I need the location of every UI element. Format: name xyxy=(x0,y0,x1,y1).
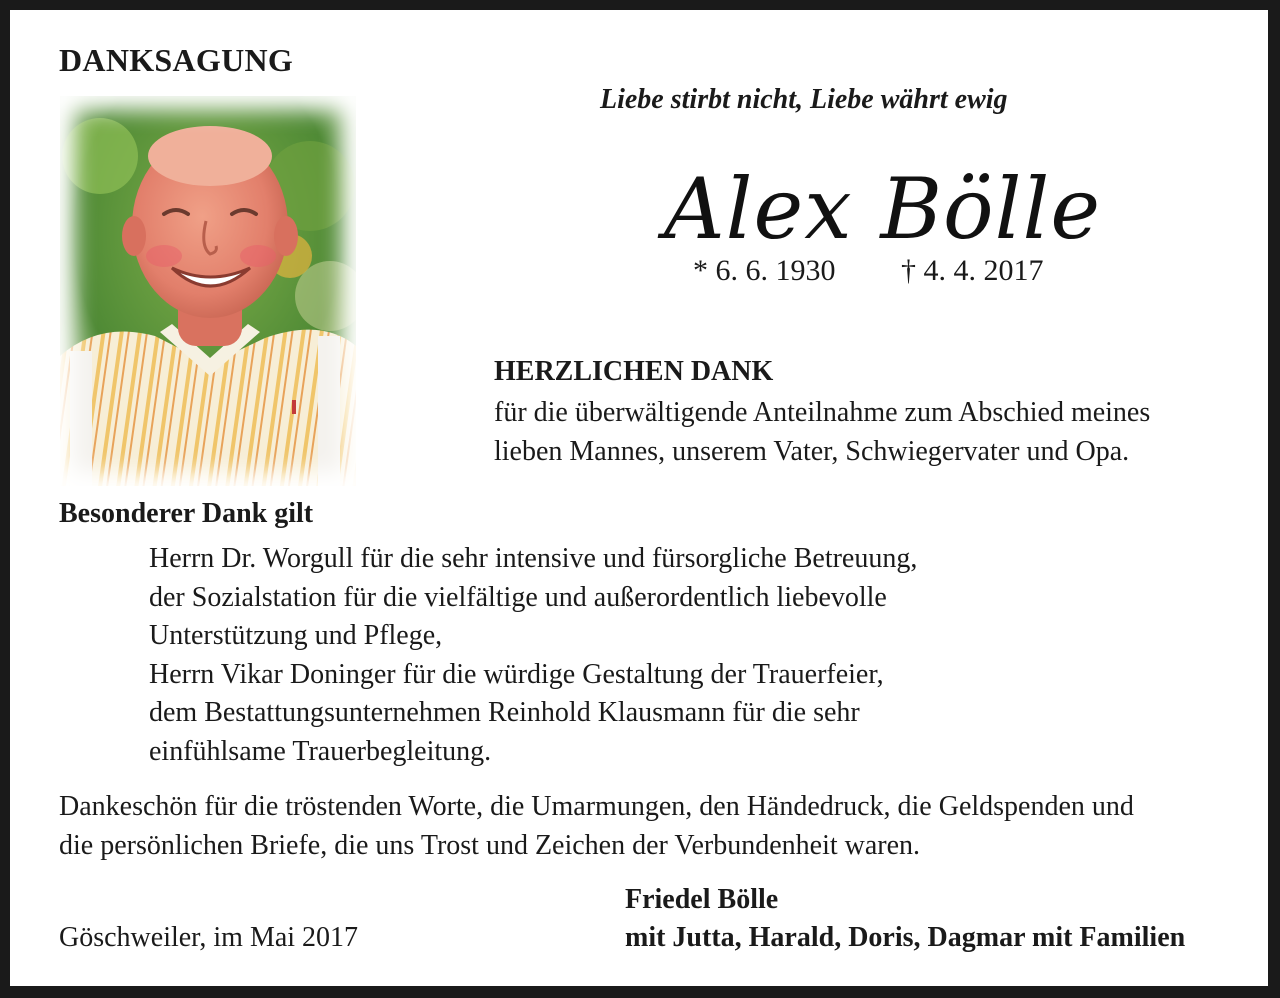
special-thanks-heading: Besonderer Dank gilt xyxy=(59,498,314,529)
signatory-name: Friedel Bölle xyxy=(625,884,779,915)
closing-line: die persönlichen Briefe, die uns Trost und Zeichen der Verbundenheit waren. xyxy=(59,829,921,861)
special-thanks-list xyxy=(149,540,917,771)
death-date: † 4. 4. 2017 xyxy=(901,254,1044,287)
place-date: Göschweiler, im Mai 2017 xyxy=(59,922,359,953)
thanks-line: für die überwältigende Anteilnahme zum Abschied meines xyxy=(494,397,1151,428)
signatory-family: mit Jutta, Harald, Doris, Dagmar mit Familien xyxy=(625,922,1186,953)
obituary-card xyxy=(10,10,1268,986)
portrait-photo xyxy=(60,96,356,486)
deceased-name: Alex Bölle xyxy=(664,160,1102,258)
special-thanks-line: Unterstützung und Pflege, xyxy=(149,620,443,651)
closing-line: Dankeschön für die tröstenden Worte, die Umarmungen, den Händedruck, die Geldspenden und xyxy=(59,791,1134,822)
motto: Liebe stirbt nicht, Liebe währt ewig xyxy=(600,84,1008,115)
closing-text xyxy=(59,788,1134,865)
special-thanks-line: Herrn Vikar Doninger für die würdige Gestaltung der Trauerfeier, xyxy=(149,658,884,690)
special-thanks-line: einfühlsame Trauerbegleitung. xyxy=(149,735,492,767)
notice-heading: DANKSAGUNG xyxy=(59,42,294,78)
special-thanks-line: der Sozialstation für die vielfältige und außerordentlich liebevolle xyxy=(149,581,887,613)
special-thanks-line: dem Bestattungsunternehmen Reinhold Klausmann für die sehr xyxy=(149,697,860,728)
thanks-text xyxy=(494,394,1150,471)
birth-date: * 6. 6. 1930 xyxy=(693,254,836,287)
thanks-heading: HERZLICHEN DANK xyxy=(494,356,774,387)
portrait-illustration xyxy=(60,96,356,486)
thanks-line: lieben Mannes, unserem Vater, Schwiegervater und Opa. xyxy=(494,435,1130,467)
special-thanks-line: Herrn Dr. Worgull für die sehr intensive und fürsorgliche Betreuung, xyxy=(149,543,918,574)
